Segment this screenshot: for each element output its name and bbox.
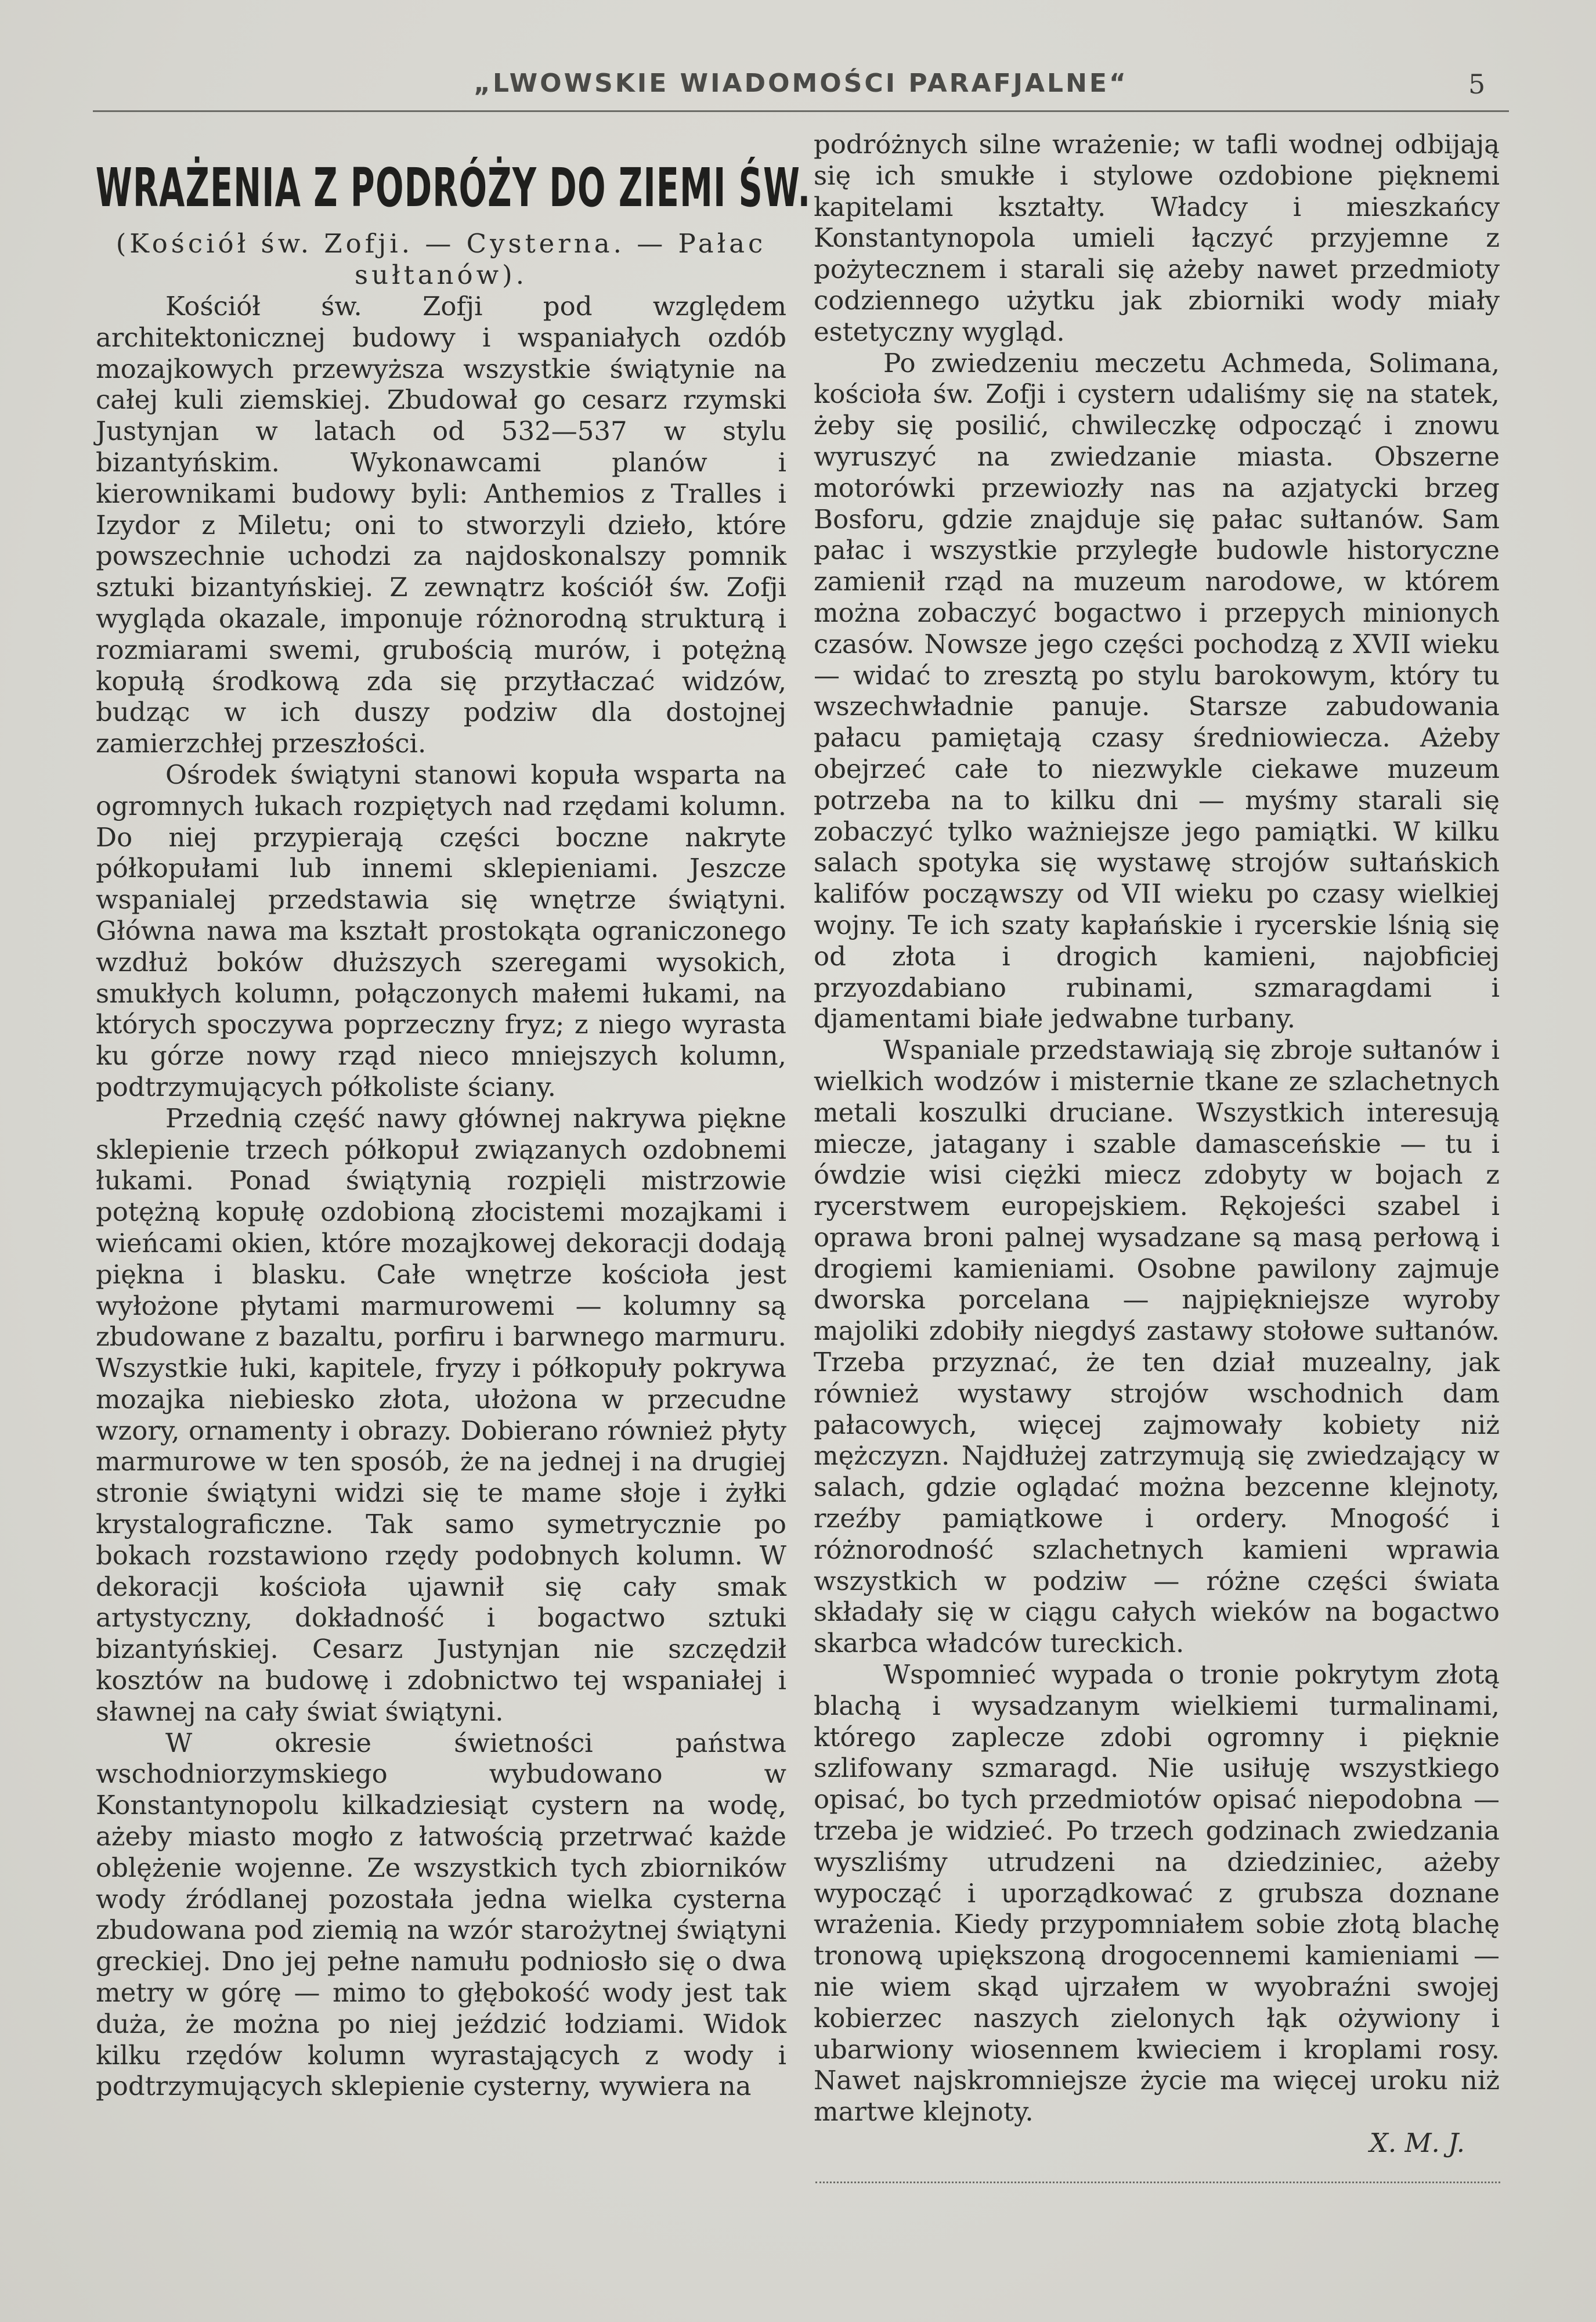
article-title: WRAŻENIA Z PODRÓŻY DO ZIEMI ŚW.: [95, 157, 811, 219]
paragraph: Po zwiedzeniu meczetu Achmeda, Solimana, kościoła św. Zofji i cystern udaliśmy się na statek, żeby się posilić, chwileczkę odpocząć i znowu wyruszyć na zwiedzanie miasta. Obszerne motorówki przewiozły nas na azjatycki brzeg Bosforu, gdzie znajduje się pałac sułtanów. Sam pałac i wszystkie przyległe budowle historyczne zamienił rząd na muzeum narodowe, w którem można zobaczyć bogactwo i przepych minionych czasów. Nowsze jego części pochodzą z XVII wieku — widać to zresztą po stylu barokowym, który tu wszechwładnie panuje. Starsze zabudowania pałacu pamiętają czasy średniowiecza. Ażeby obejrzeć całe to niezwykle ciekawe muzeum potrzeba na to kilku dni — myśmy starali się zobaczyć tylko ważniejsze jego pamiątki. W kilku salach spotyka się wystawę strojów sułtańskich kalifów począwszy od VII wieku po czasy wielkiej wojny. Te ich szaty kapłańskie i rycerskie lśnią się od złota i drogich kamieni, najobficiej przyozdabiano rubinami, szmaragdami i djamentami białe jedwabne turbany.: [814, 347, 1500, 1034]
journal-title: „LWOWSKIE WIADOMOŚCI PARAFJALNE“: [474, 68, 1128, 98]
paragraph: Ośrodek świątyni stanowi kopuła wsparta na ogromnych łukach rozpiętych nad rzędami kolumn. Do niej przypierają części boczne nakryte półkopułami lub innemi sklepieniami. Jeszcze wspanialej przedstawia się wnętrze świątyni. Główna nawa ma kształt prostokąta ograniczonego wzdłuż boków dłuższych szeregami wysokich, smukłych kolumn, połączonych małemi łukami, na których spoczywa poprzeczny fryz; z niego wyrasta ku górze nowy rząd nieco mniejszych kolumn, podtrzymujących półkoliste ściany.: [96, 759, 786, 1102]
header-rule: [93, 110, 1509, 112]
author-signature: [814, 2128, 1500, 2159]
article-end-rule: [815, 2182, 1500, 2183]
paragraph: Wspaniale przedstawiają się zbroje sułtanów i wielkich wodzów i misternie tkane ze szlachetnych metali koszulki druciane. Wszystkich interesują miecze, jatagany i szable damasceńskie — tu i ówdzie wisi ciężki miecz zdobyty w bojach z rycerstwem europejskiem. Rękojeści szabel i oprawa broni palnej wysadzane są masą perłową i drogiemi kamieniami. Osobne pawilony zajmuje dworska porcelana — najpiękniejsze wyroby majoliki zdobiły niegdyś zastawy stołowe sułtanów. Trzeba przyznać, że ten dział muzealny, jak również wystawy strojów wschodnich dam pałacowych, więcej zajmowały kobiety niż mężczyzn. Najdłużej zatrzymują się zwiedzający w salach, gdzie oglądać można bezcenne klejnoty, rzeźby pamiątkowe i ordery. Mnogość i różnorodność szlachetnych kamieni wprawia wszystkich w podziw — różne części świata składały się w ciągu całych wieków na bogactwo skarbca władców tureckich.: [814, 1034, 1500, 1659]
paragraph: Przednią część nawy głównej nakrywa piękne sklepienie trzech półkopuł związanych ozdobnemi łukami. Ponad świątynią rozpięli mistrzowie potężną kopułę ozdobioną złocistemi mozajkami i wieńcami okien, które mozajkowej dekoracji dodają piękna i blasku. Całe wnętrze kościoła jest wyłożone płytami marmurowemi — kolumny są zbudowane z bazaltu, porfiru i barwnego marmuru. Wszystkie łuki, kapitele, fryzy i półkopuły pokrywa mozajka niebiesko złota, ułożona w przecudne wzory, ornamenty i obrazy. Dobierano również płyty marmurowe w ten sposób, że na jednej i na drugiej stronie świątyni widzi się te mame słoje i żyłki krystalograficzne. Tak samo symetrycznie po bokach rozstawiono rzędy podobnych kolumn. W dekoracji kościoła ujawnił się cały smak artystyczny, dokładność i bogactwo sztuki bizantyńskiej. Cesarz Justynjan nie szczędził kosztów na budowę i zdobnictwo tej wspaniałej i sławnej na cały świat świątyni.: [96, 1102, 786, 1727]
paragraph: podróżnych silne wrażenie; w tafli wodnej odbijają się ich smukłe i stylowe ozdobione pięknemi kapitelami kształty. Władcy i mieszkańcy Konstantynopola umieli łączyć przyjemne z pożytecznem i starali się ażeby nawet przedmioty codziennego użytku jak zbiorniki wody miały estetyczny wygląd.: [814, 129, 1500, 347]
page-number: 5: [1468, 68, 1486, 100]
paragraph: Kościół św. Zofji pod względem architektonicznej budowy i wspaniałych ozdób mozajkowych przewyższa wszystkie świątynie na całej kuli ziemskiej. Zbudował go cesarz rzymski Justynjan w latach od 532—537 w stylu bizantyńskim. Wykonawcami planów i kierownikami budowy byli: Anthemios z Tralles i Izydor z Miletu; oni to stworzyli dzieło, które powszechnie uchodzi za najdoskonalszy pomnik sztuki bizantyńskiej. Z zewnątrz kościół św. Zofji wygląda okazale, imponuje różnorodną strukturą i rozmiarami swemi, grubością murów, i potężną kopułą środkową zda się przytłaczać widzów, budząc w ich duszy podziw dla dostojnej zamierzchłej przeszłości.: [96, 291, 786, 759]
paragraph: Wspomnieć wypada o tronie pokrytym złotą blachą i wysadzanym wielkiemi turmalinami, którego zaplecze zdobi ogromny i pięknie szlifowany szmaragd. Nie usiłuję wszystkiego opisać, bo tych przedmiotów opisać niepodobna — trzeba je widzieć. Po trzech godzinach zwiedzania wyszliśmy utrudzeni na dziedziniec, ażeby wypocząć i uporządkować z grubsza doznane wrażenia. Kiedy przypomniałem sobie złotą blachę tronową upiększoną drogocennemi kamieniami — nie wiem skąd ujrzałem w wyobraźni swojej kobierzec naszych zielonych łąk ożywiony i ubarwiony wiosennem kwieciem i kroplami rosy. Nawet najskromniejsze życie ma więcej uroku niż martwe klejnoty.: [814, 1659, 1500, 2128]
running-head: [0, 68, 1596, 109]
paragraph: W okresie świetności państwa wschodniorzymskiego wybudowano w Konstantynopolu kilkadziesiąt cystern na wodę, ażeby miasto mogło z łatwością przetrwać każde oblężenie wojenne. Ze wszystkich tych zbiorników wody źródlanej pozostała jedna wielka cysterna zbudowana pod ziemią na wzór starożytnej świątyni greckiej. Dno jej pełne namułu podniosło się o dwa metry w górę — mimo to głębokość wody jest tak duża, że można po niej jeździć łodziami. Widok kilku rzędów kolumn wyrastających z wody i podtrzymujących sklepienie cysterny, wywiera na: [96, 1727, 786, 2102]
right-column: [814, 129, 1500, 2159]
left-column: [95, 131, 811, 2102]
signature-text: X. M. J.: [1369, 2128, 1465, 2158]
article-subtitle: (Kościół św. Zofji. — Cysterna. — Pałac sułtanów).: [115, 228, 767, 290]
